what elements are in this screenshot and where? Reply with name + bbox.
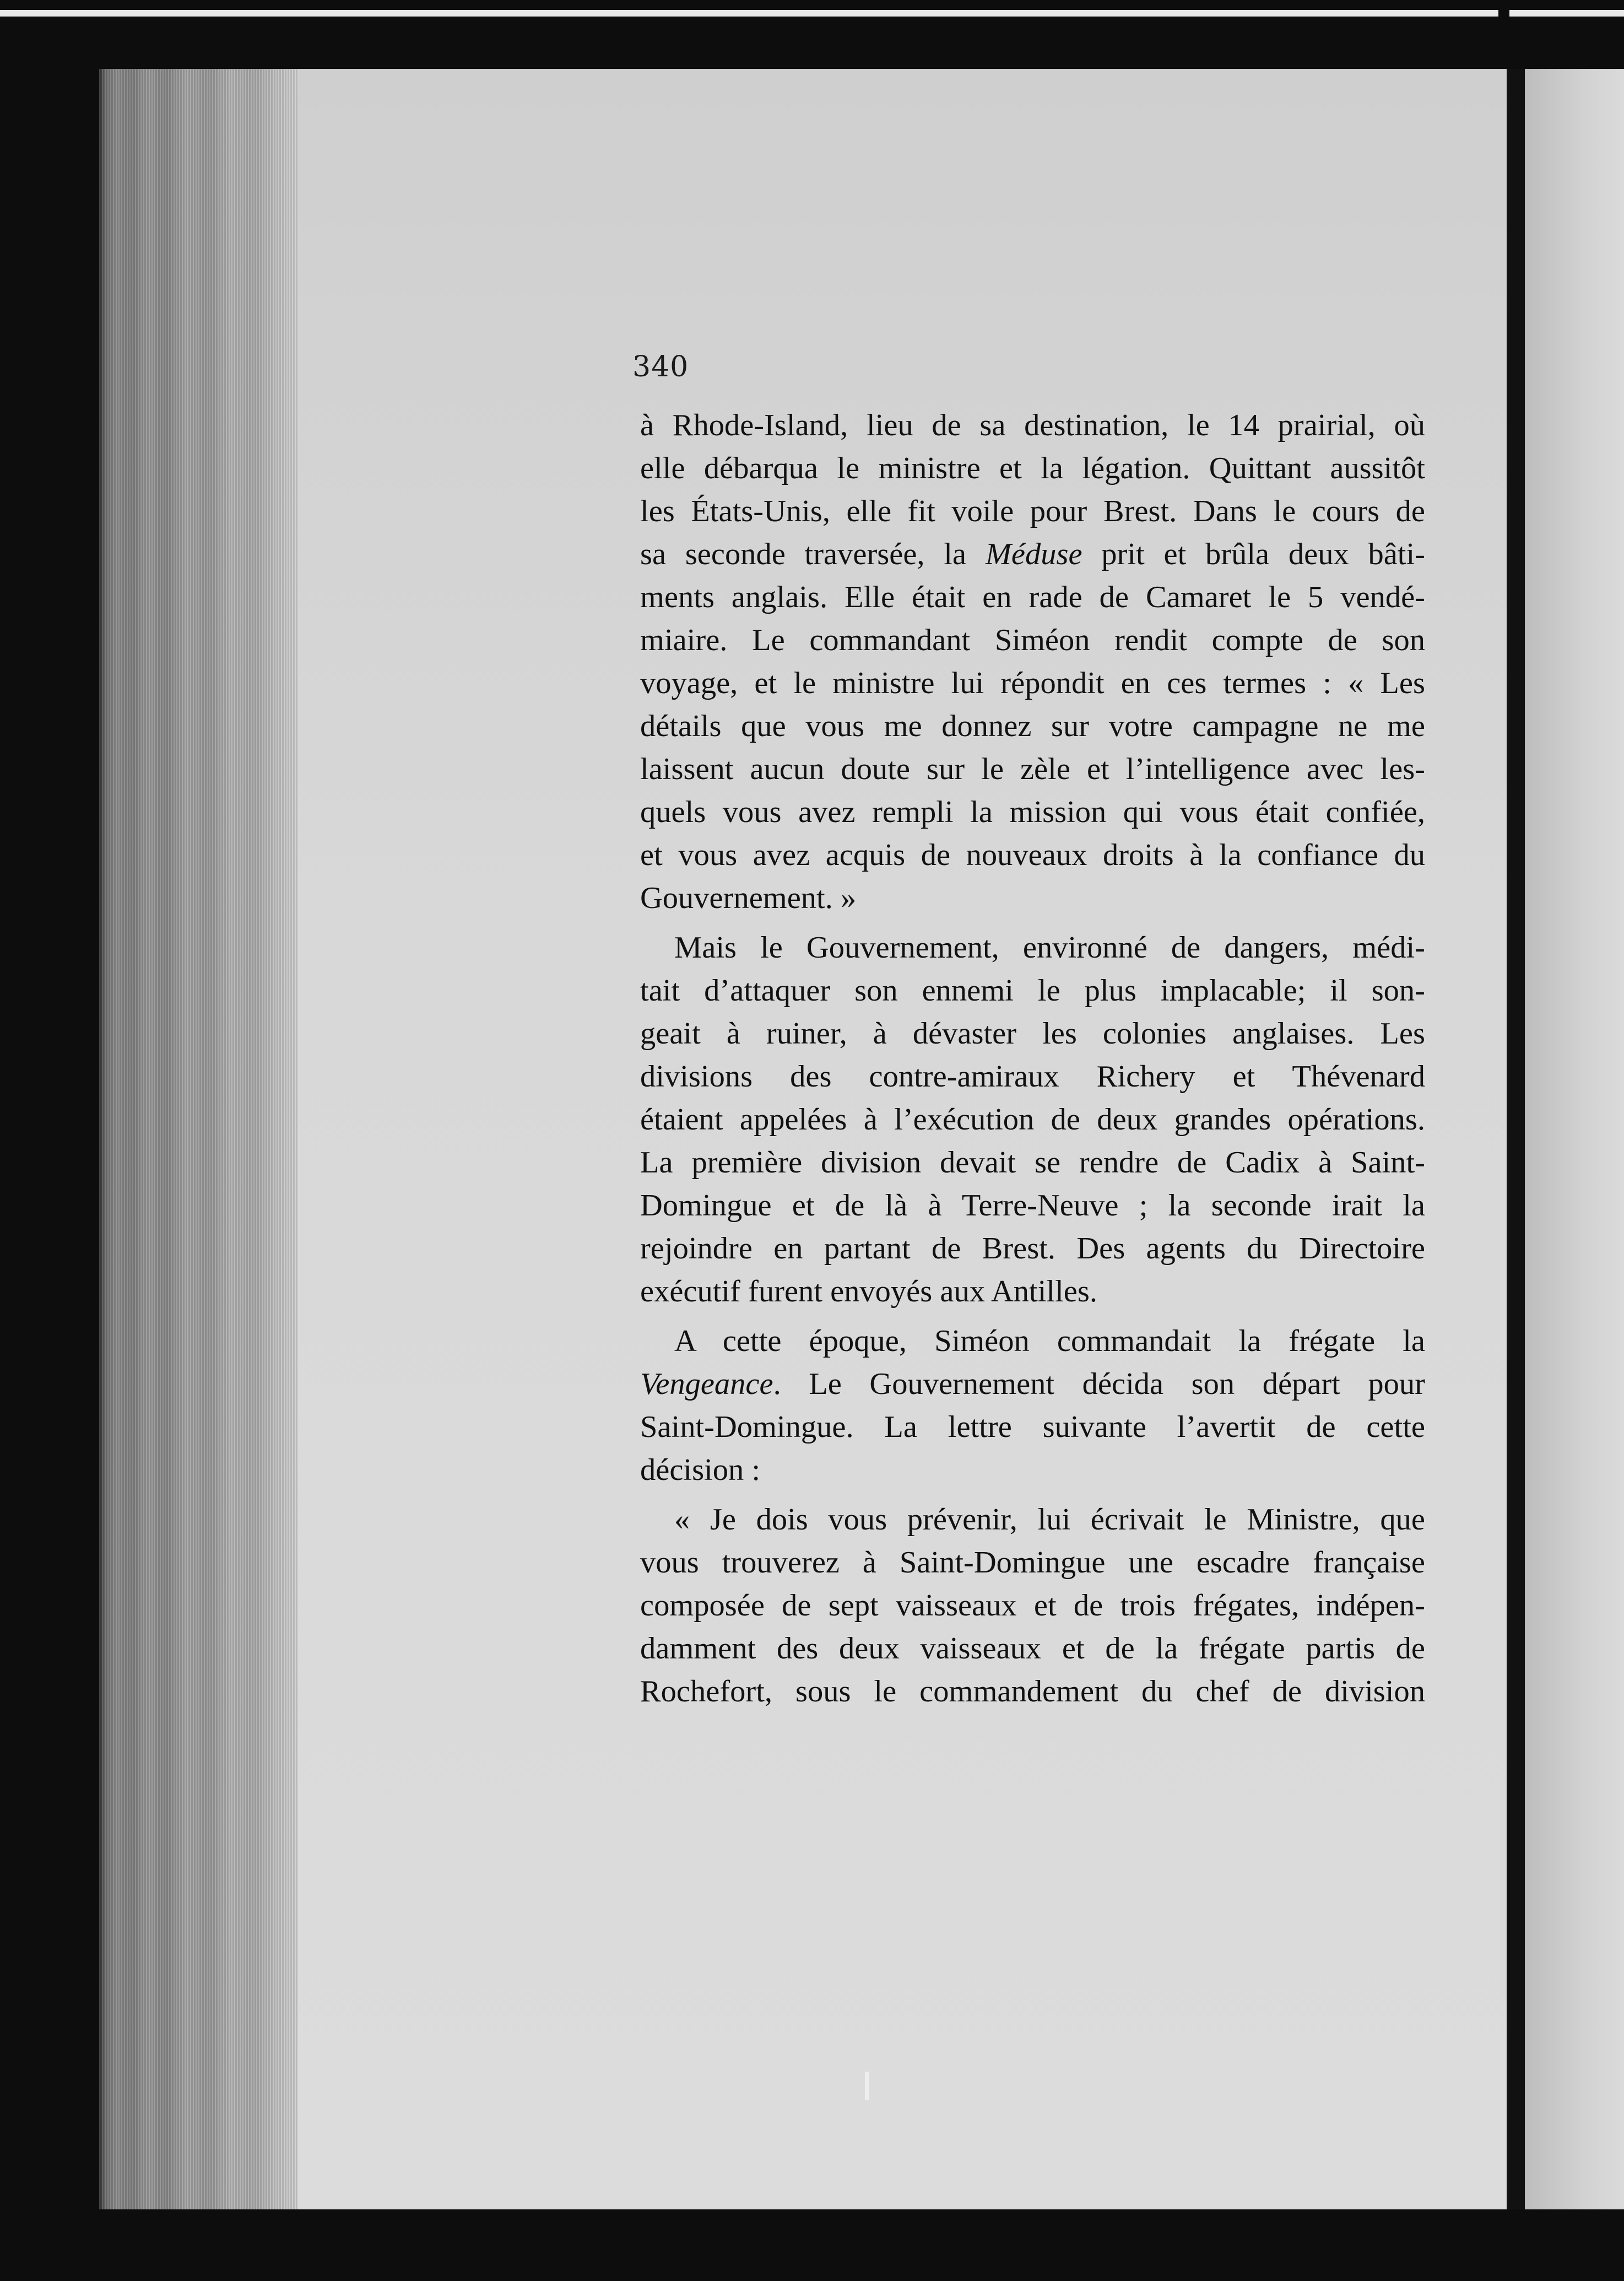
text-line: A cette époque, Siméon commandait la frégate la (674, 1324, 1425, 1358)
text-line: décision : (640, 1453, 761, 1487)
text-line: « Je dois vous prévenir, lui écrivait le Ministre, que (674, 1502, 1425, 1537)
text-line: vous trouverez à Saint-Domingue une escadre française (640, 1545, 1425, 1580)
text-line: détails que vous me donnez sur votre campagne ne me (640, 709, 1425, 743)
text-line: tait d’attaquer son ennemi le plus implacable; il son- (640, 974, 1425, 1008)
text-line: exécutif furent envoyés aux Antilles. (640, 1274, 1097, 1309)
text-line: elle débarqua le ministre et la légation. Quittant aussitôt (640, 451, 1425, 485)
italic-ship-name: Vengeance (640, 1367, 773, 1401)
text-line: Gouvernement. » (640, 881, 857, 915)
page-number: 340 (632, 350, 689, 383)
text-line: geait à ruiner, à dévaster les colonies anglaises. Les (640, 1017, 1425, 1051)
text-line: Rochefort, sous le commandement du chef de division (640, 1674, 1425, 1709)
top-frame-line-right (1509, 10, 1624, 17)
text-line: Domingue et de là à Terre-Neuve ; la seconde irait la (640, 1188, 1425, 1223)
text-line: damment des deux vaisseaux et de la frégate partis de (640, 1631, 1425, 1666)
text-line: divisions des contre-amiraux Richery et Thévenard (640, 1060, 1425, 1094)
text-line: Mais le Gouvernement, environné de dangers, médi- (674, 931, 1425, 965)
text-line: ments anglais. Elle était en rade de Camaret le 5 vendé- (640, 580, 1425, 614)
text-line: laissent aucun doute sur le zèle et l’intelligence avec les- (640, 752, 1425, 786)
text-line: et vous avez acquis de nouveaux droits à la confiance du (640, 838, 1425, 872)
adjacent-page-strip (1525, 69, 1624, 2209)
text-line: Vengeance. Le Gouvernement décida son départ pour (640, 1367, 1425, 1401)
body-text (640, 404, 1425, 1713)
top-frame-line (0, 10, 1498, 17)
text-line: quels vous avez rempli la mission qui vous était confiée, (640, 795, 1425, 829)
italic-ship-name: Méduse (985, 537, 1082, 571)
text-line: Saint-Domingue. La lettre suivante l’avertit de cette (640, 1410, 1425, 1444)
text-line: composée de sept vaisseaux et de trois frégates, indépen- (640, 1588, 1425, 1623)
text-line: sa seconde traversée, la Méduse prit et brûla deux bâti- (640, 537, 1425, 571)
text-line: à Rhode-Island, lieu de sa destination, le 14 prairial, où (640, 408, 1425, 442)
book-gutter (1507, 69, 1525, 2209)
bottom-border (0, 2209, 1624, 2281)
text-line: les États-Unis, elle fit voile pour Brest. Dans le cours de (640, 494, 1425, 528)
scan-artifact-mark (865, 2072, 869, 2100)
text-line: voyage, et le ministre lui répondit en ces termes : « Les (640, 666, 1425, 700)
text-line: La première division devait se rendre de Cadix à Saint- (640, 1145, 1425, 1180)
text-line: étaient appelées à l’exécution de deux grandes opérations. (640, 1102, 1425, 1137)
book-page-edges-texture (99, 69, 297, 2209)
text-line: miaire. Le commandant Siméon rendit compte de son (640, 623, 1425, 657)
text-line: rejoindre en partant de Brest. Des agents du Directoire (640, 1231, 1425, 1266)
